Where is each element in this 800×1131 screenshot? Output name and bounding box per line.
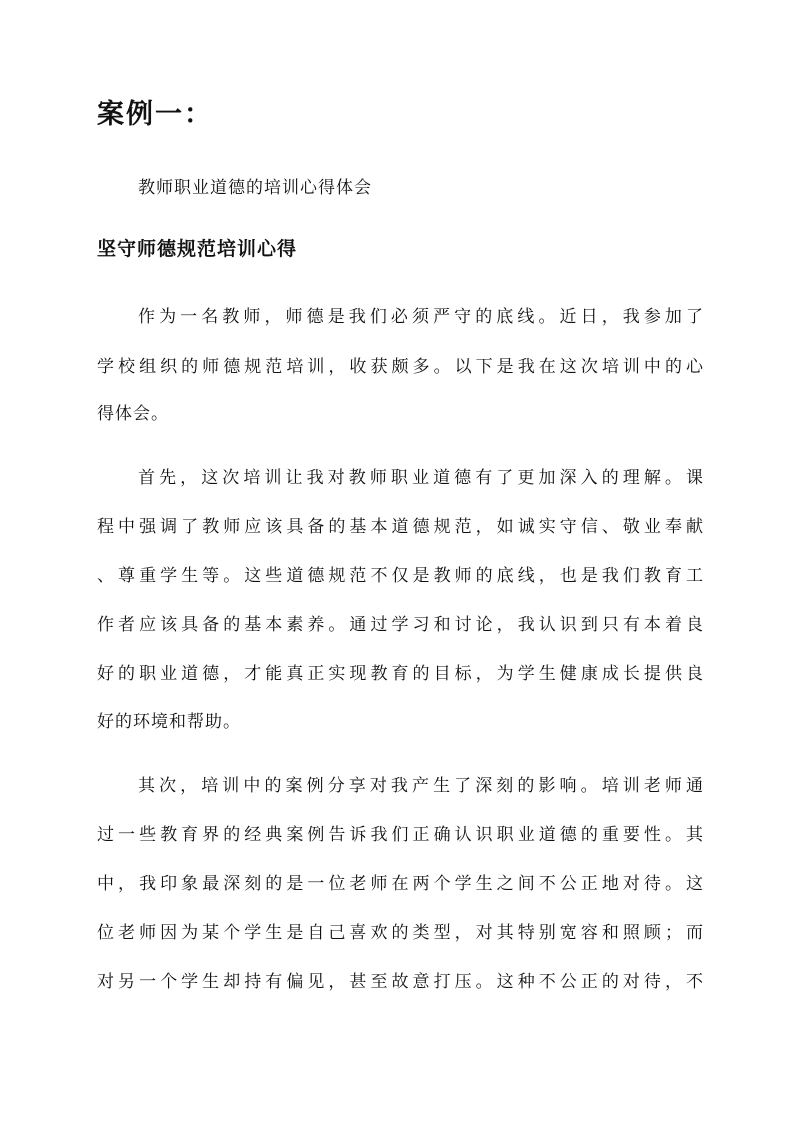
paragraph-line: 作者应该具备的基本素养。通过学习和讨论，我认识到只有本着良 <box>97 615 703 635</box>
section-title: 坚守师德规范培训心得 <box>97 238 298 260</box>
paragraph-line: 中，我印象最深刻的是一位老师在两个学生之间不公正地对待。这 <box>97 874 703 894</box>
document-subtitle: 教师职业道德的培训心得体会 <box>138 178 372 198</box>
paragraph-line: 得体会。 <box>97 404 169 424</box>
paragraph-line: 作为一名教师，师德是我们必须严守的底线。近日，我参加了 <box>138 307 703 327</box>
paragraph-line: 程中强调了教师应该具备的基本道德规范，如诚实守信、敬业奉献 <box>97 517 703 537</box>
paragraph-line: 对另一个学生却持有偏见，甚至故意打压。这种不公正的对待，不 <box>97 972 703 992</box>
paragraph-line: 首先，这次培训让我对教师职业道德有了更加深入的理解。课 <box>138 468 703 488</box>
case-heading: 案例一： <box>97 99 213 130</box>
paragraph-line: 其次，培训中的案例分享对我产生了深刻的影响。培训老师通 <box>138 776 703 796</box>
paragraph-line: 学校组织的师德规范培训，收获颇多。以下是我在这次培训中的心 <box>97 357 703 377</box>
paragraph-line: 、尊重学生等。这些道德规范不仅是教师的底线，也是我们教育工 <box>97 566 703 586</box>
paragraph-line: 过一些教育界的经典案例告诉我们正确认识职业道德的重要性。其 <box>97 825 703 845</box>
paragraph-line: 好的环境和帮助。 <box>97 712 241 732</box>
paragraph-line: 位老师因为某个学生是自己喜欢的类型，对其特别宽容和照顾；而 <box>97 923 703 943</box>
paragraph-line: 好的职业道德，才能真正实现教育的目标，为学生健康成长提供良 <box>97 664 703 684</box>
